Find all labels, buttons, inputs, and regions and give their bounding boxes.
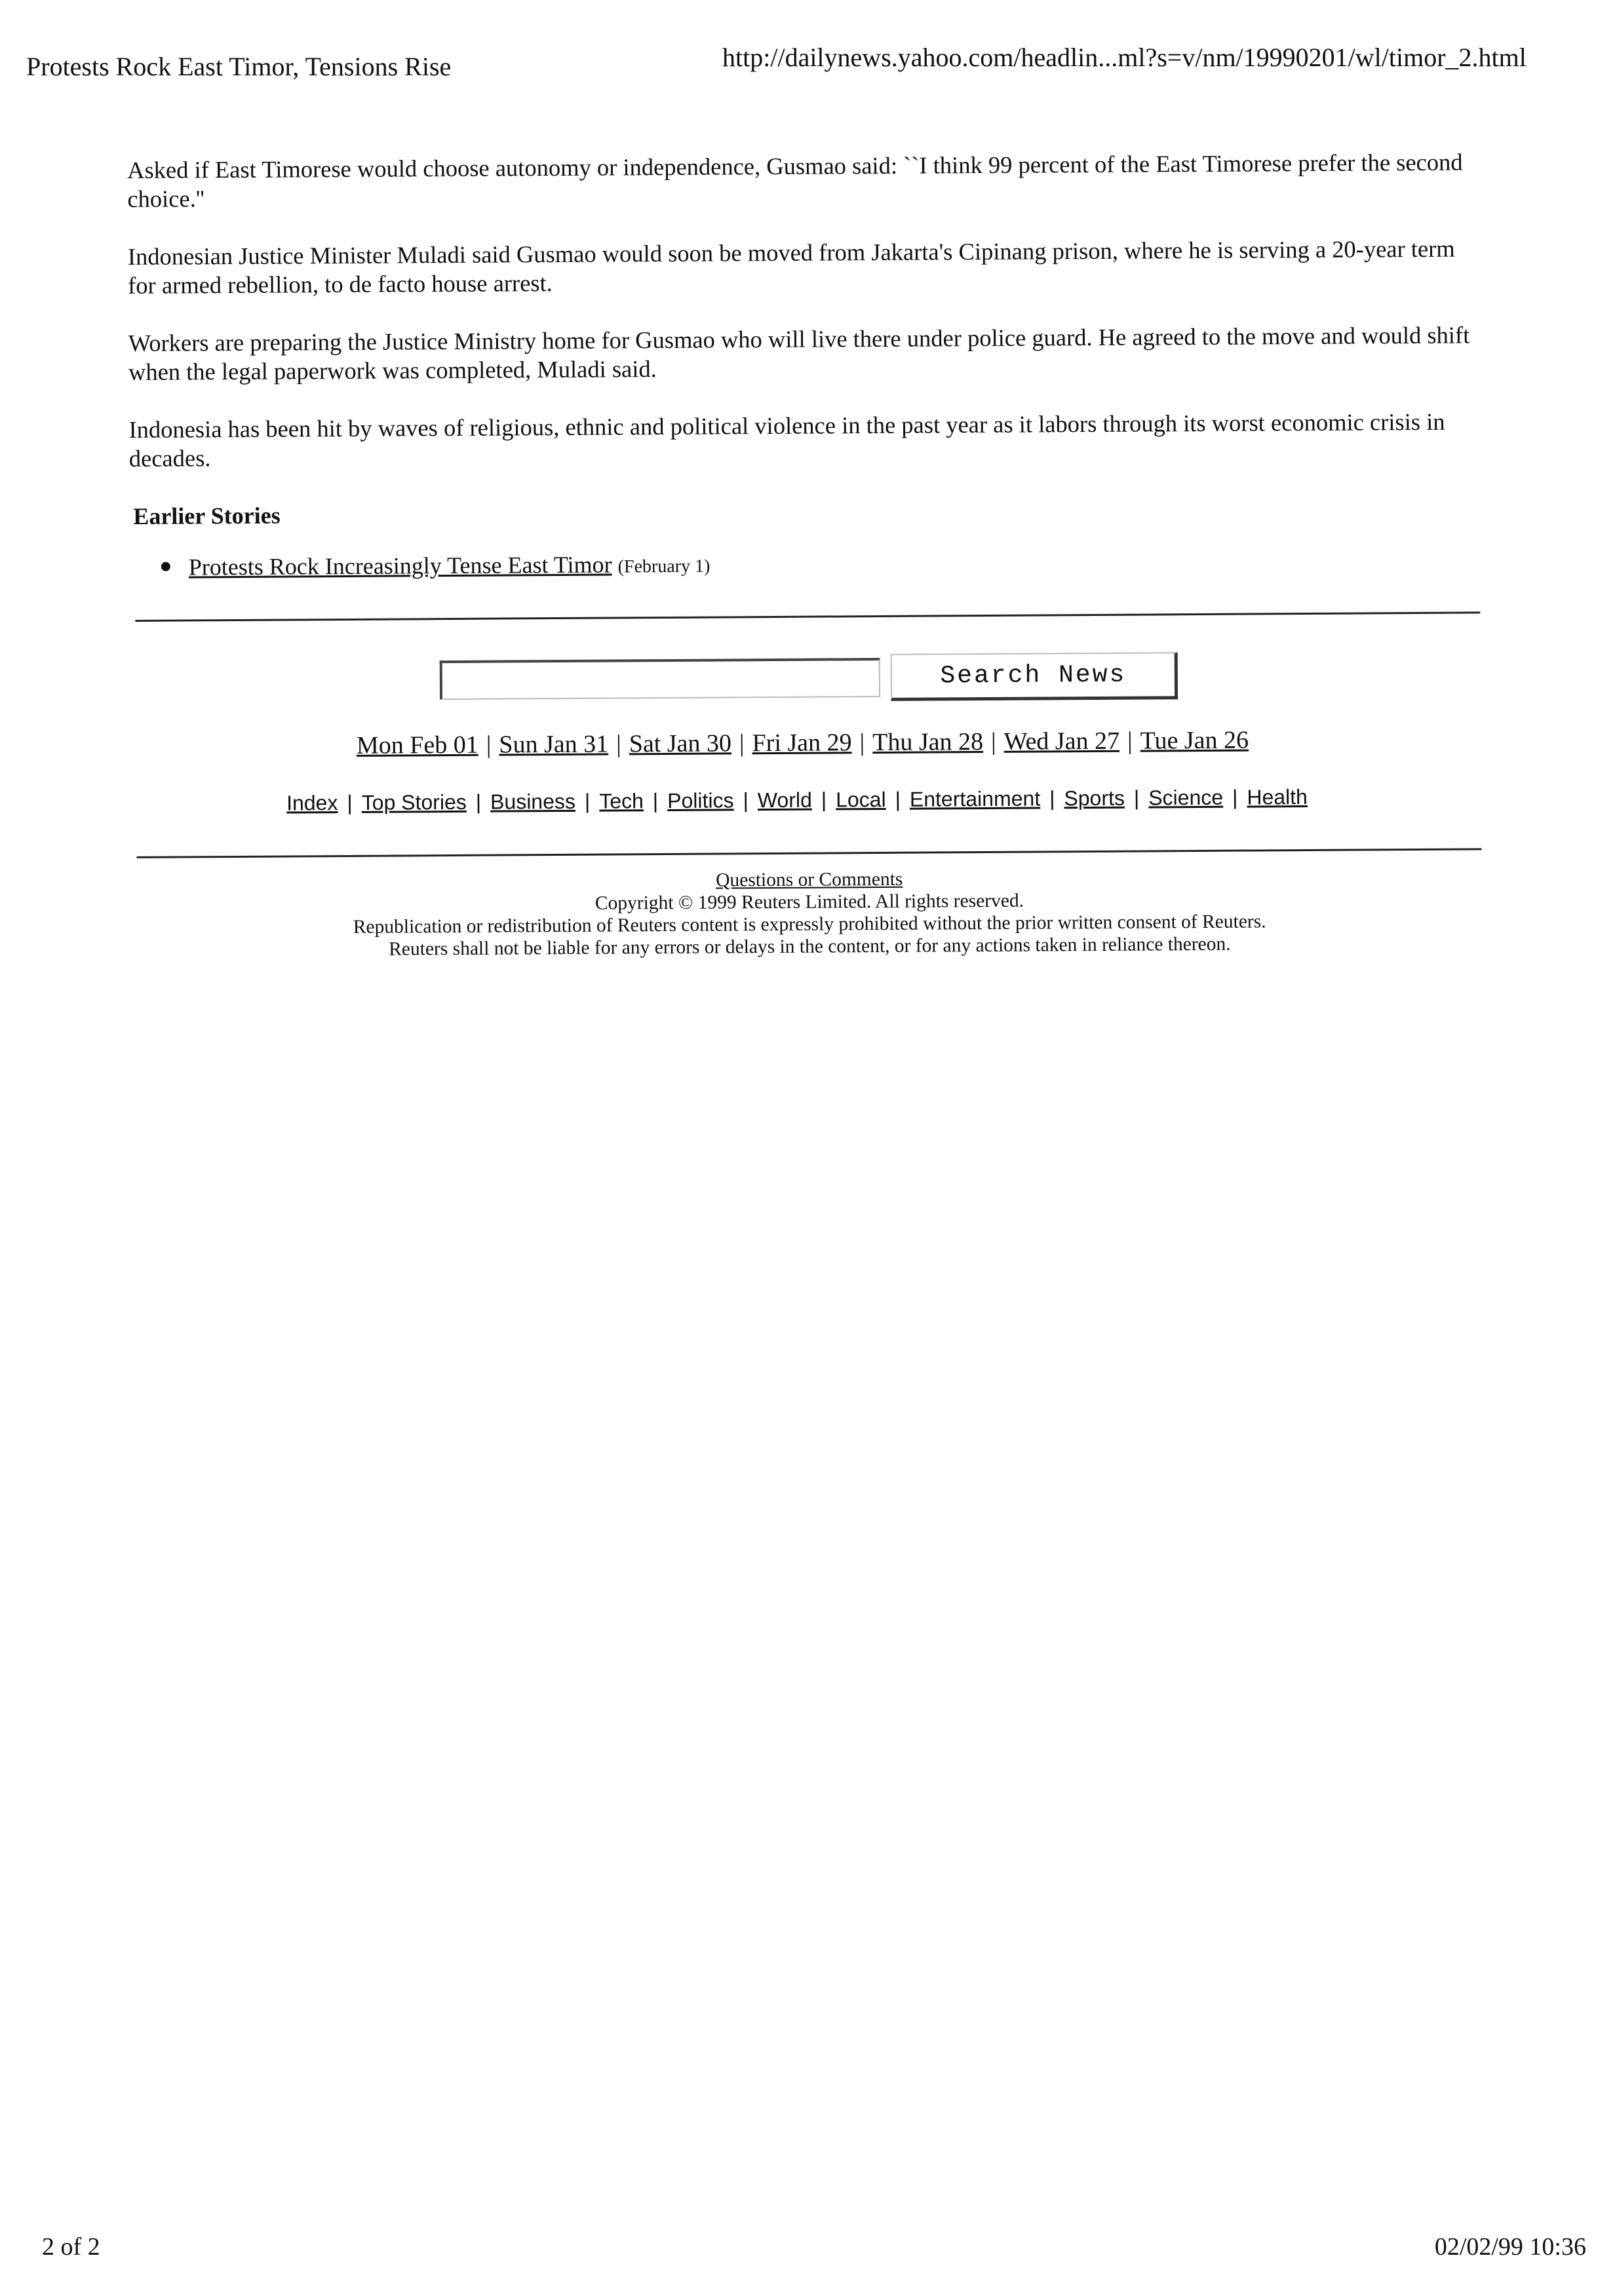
questions-comments-link[interactable]: Questions or Comments (716, 868, 903, 891)
earlier-stories-list (130, 545, 1485, 584)
search-input[interactable] (440, 658, 880, 700)
section-link-science[interactable]: Science (1148, 785, 1224, 810)
separator: | (1127, 727, 1133, 755)
separator: | (584, 789, 591, 813)
divider (135, 611, 1480, 622)
search-news-button[interactable]: Search News (891, 652, 1178, 701)
article-paragraph: Asked if East Timorese would choose autonomy or independence, Gusmao said: ``I think 99 percent of the East Timorese prefer the second choice.'' (127, 148, 1463, 212)
separator: | (859, 729, 865, 757)
separator: | (486, 731, 492, 759)
section-link-top-stories[interactable]: Top Stories (361, 790, 467, 814)
date-link[interactable]: Tue Jan 26 (1140, 726, 1249, 755)
section-link-health[interactable]: Health (1247, 785, 1308, 809)
article-paragraph: Indonesian Justice Minister Muladi said Gusmao would soon be moved from Jakarta's Cipinang prison, where he is serving a 20-year term for armed rebellion, to de facto house arrest. (127, 235, 1455, 299)
date-link[interactable]: Mon Feb 01 (356, 731, 478, 759)
separator: | (475, 790, 482, 814)
date-navigation (130, 722, 1486, 763)
section-link-local[interactable]: Local (836, 787, 886, 812)
print-timestamp: 02/02/99 10:36 (1434, 2233, 1586, 2261)
print-page-title: Protests Rock East Timor, Tensions Rise (26, 52, 452, 81)
article-paragraph: Indonesia has been hit by waves of religious, ethnic and political violence in the past year as it labors through its worst economic crisis in decades. (128, 408, 1445, 472)
page-footer (132, 864, 1488, 962)
date-link[interactable]: Wed Jan 27 (1003, 727, 1120, 756)
article-paragraph: Workers are preparing the Justice Ministry home for Gusmao who will live there under police guard. He agreed to the move and would shift when the legal paperwork was completed, Muladi said. (128, 321, 1470, 385)
bullet-icon (161, 562, 170, 571)
separator: | (821, 788, 827, 812)
separator: | (895, 787, 901, 811)
separator: | (347, 790, 353, 814)
search-form (130, 654, 1486, 710)
section-link-politics[interactable]: Politics (667, 788, 734, 813)
date-link[interactable]: Sun Jan 31 (499, 730, 609, 759)
republication-notice: Republication or redistribution of Reuters content is expressly prohibited without the prior written consent of Reuters. (353, 911, 1266, 938)
print-page-url: http://dailynews.yahoo.com/headlin...ml?s=v/nm/19990201/wl/timor_2.html (722, 43, 1527, 72)
earlier-stories-heading: Earlier Stories (133, 502, 281, 529)
separator: | (739, 729, 745, 757)
article-body (127, 147, 1485, 473)
separator: | (1232, 785, 1238, 809)
page-number: 2 of 2 (42, 2233, 100, 2261)
separator: | (1049, 786, 1055, 811)
section-navigation (131, 781, 1487, 818)
print-header (26, 38, 1572, 81)
separator: | (743, 788, 749, 813)
page-content (127, 147, 1487, 962)
section-link-entertainment[interactable]: Entertainment (909, 786, 1041, 811)
separator: | (616, 730, 621, 758)
liability-notice: Reuters shall not be liable for any errors or delays in the content, or for any actions taken in reliance thereon. (389, 933, 1231, 960)
section-link-tech[interactable]: Tech (599, 789, 644, 813)
date-link[interactable]: Fri Jan 29 (752, 729, 852, 757)
date-link[interactable]: Sat Jan 30 (629, 729, 732, 758)
section-link-sports[interactable]: Sports (1064, 786, 1125, 811)
list-item (189, 545, 1485, 584)
section-link-world[interactable]: World (757, 788, 812, 813)
separator: | (990, 727, 996, 756)
section-link-index[interactable]: Index (286, 791, 338, 815)
divider (137, 848, 1482, 858)
section-link-business[interactable]: Business (490, 789, 576, 814)
copyright-text: Copyright © 1999 Reuters Limited. All rights reserved. (594, 890, 1024, 914)
date-link[interactable]: Thu Jan 28 (872, 728, 984, 757)
earlier-story-link[interactable]: Protests Rock Increasingly Tense East Timor (188, 551, 612, 581)
earlier-story-date: (February 1) (617, 556, 710, 577)
separator: | (1133, 786, 1140, 810)
separator: | (652, 789, 659, 813)
